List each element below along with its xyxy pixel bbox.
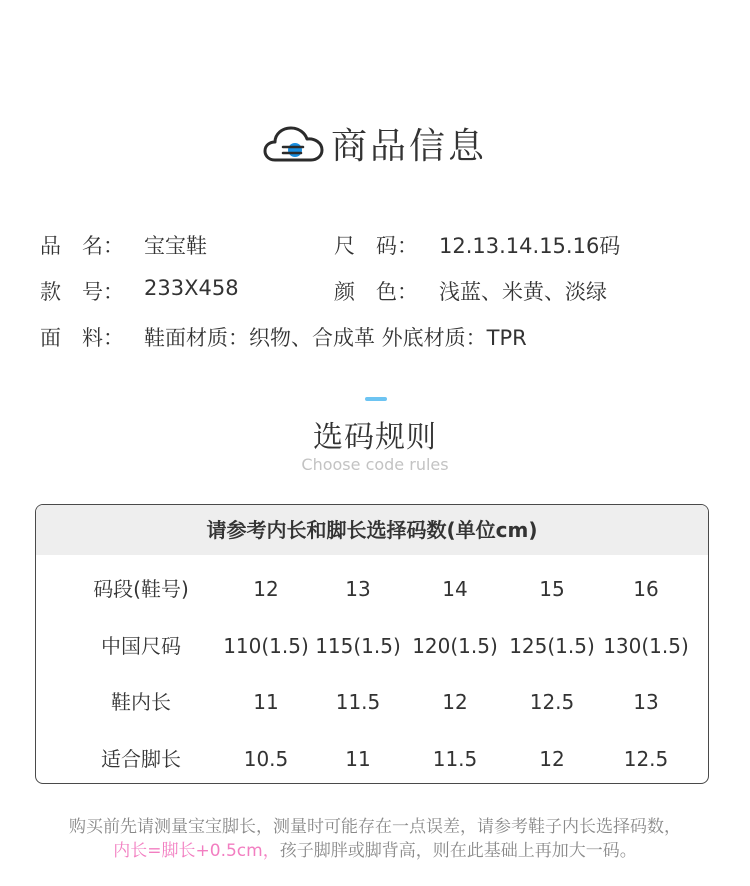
table-cell: 12: [539, 747, 565, 771]
style-value: 233X458: [144, 276, 239, 300]
note-highlight: 内长=脚长+0.5cm，: [113, 841, 280, 861]
table-cell: 13: [633, 690, 659, 714]
size-table: [35, 504, 709, 784]
table-cell: 16: [633, 577, 659, 601]
color-label: 颜 色：: [334, 280, 418, 304]
rules-subtitle: Choose code rules: [301, 455, 449, 474]
table-row: [36, 569, 709, 609]
color-value: 浅蓝、米黄、淡绿: [439, 280, 607, 304]
style-label: 款 号：: [40, 280, 124, 304]
size-value: 12.13.14.15.16码: [439, 234, 621, 258]
size-table-header: 请参考内长和脚长选择码数(单位cm): [36, 505, 708, 555]
table-cell: 15: [539, 577, 565, 601]
name-label: 品 名：: [40, 234, 124, 258]
table-cell: 130(1.5): [603, 634, 689, 658]
note-rest: 孩子脚胖或脚背高，则在此基础上再加大一码。: [279, 841, 637, 861]
section-title: 商品信息: [330, 126, 487, 167]
name-value: 宝宝鞋: [144, 234, 207, 258]
row-label: 中国尺码: [101, 634, 181, 658]
table-cell: 12: [442, 690, 468, 714]
cloud-icon: [263, 124, 325, 164]
row-label: 适合脚长: [101, 747, 181, 771]
table-cell: 110(1.5): [223, 634, 309, 658]
table-cell: 11.5: [432, 747, 478, 771]
table-cell: 10.5: [243, 747, 289, 771]
table-cell: 12.5: [529, 690, 575, 714]
note-line-2: [0, 836, 750, 861]
note-line-1: 购买前先请测量宝宝脚长，测量时可能存在一点误差，请参考鞋子内长选择码数，: [69, 817, 681, 837]
material-value: 鞋面材质：织物、合成革 外底材质：TPR: [144, 326, 527, 350]
table-cell: 11: [253, 690, 279, 714]
info-row-material: [40, 322, 720, 352]
table-cell: 14: [442, 577, 468, 601]
info-row-style-color: [40, 276, 720, 306]
accent-divider: [365, 397, 387, 401]
info-row-name-size: [40, 230, 720, 260]
table-cell: 12.5: [623, 747, 669, 771]
table-cell: 115(1.5): [315, 634, 401, 658]
table-row: [36, 626, 709, 666]
rules-title: 选码规则: [313, 420, 437, 455]
size-label: 尺 码：: [334, 234, 418, 258]
material-label: 面 料：: [40, 326, 124, 350]
table-row: [36, 682, 709, 722]
row-label: 鞋内长: [111, 690, 171, 714]
table-cell: 11: [345, 747, 371, 771]
table-cell: 12: [253, 577, 279, 601]
table-cell: 125(1.5): [509, 634, 595, 658]
table-row: [36, 739, 709, 779]
table-cell: 13: [345, 577, 371, 601]
row-label: 码段(鞋号): [93, 577, 189, 601]
table-cell: 11.5: [335, 690, 381, 714]
table-cell: 120(1.5): [412, 634, 498, 658]
product-info-header: [0, 118, 750, 169]
